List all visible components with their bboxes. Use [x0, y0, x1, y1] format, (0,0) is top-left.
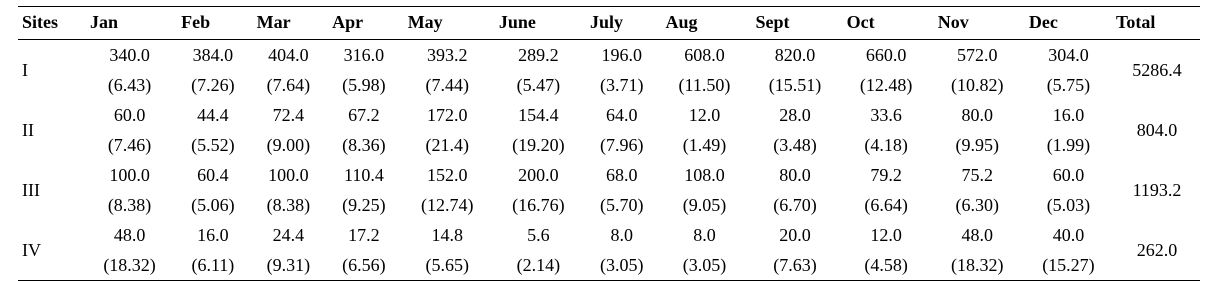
table-row-percent	[18, 70, 1200, 100]
percent-cell: (7.44)	[425, 75, 469, 95]
rainfall-value-cell: 152.0	[427, 165, 468, 185]
percent-cell: (7.46)	[107, 135, 152, 155]
percent-cell: (15.51)	[768, 75, 822, 95]
percent-cell: (4.18)	[864, 135, 908, 155]
percent-cell: (5.47)	[516, 75, 561, 95]
percent-cell: (6.43)	[107, 75, 152, 95]
rainfall-table	[18, 6, 1200, 281]
header-total: Total	[1116, 11, 1156, 32]
percent-cell: (5.03)	[1046, 195, 1091, 215]
percent-cell: (1.49)	[682, 135, 727, 155]
percent-cell: (6.30)	[955, 195, 1000, 215]
percent-cell: (6.56)	[342, 255, 386, 275]
rainfall-value-cell: 12.0	[688, 105, 721, 125]
percent-cell: (9.25)	[342, 195, 386, 215]
rainfall-value-cell: 48.0	[961, 225, 994, 245]
rainfall-value-cell: 384.0	[192, 45, 234, 65]
rainfall-value-cell: 67.2	[348, 105, 380, 125]
percent-cell: (9.05)	[682, 195, 727, 215]
rainfall-value-cell: 16.0	[1052, 105, 1085, 125]
site-label: III	[22, 180, 40, 200]
rainfall-value-cell: 154.4	[518, 105, 559, 125]
header-june: June	[498, 11, 536, 32]
rainfall-value-cell: 660.0	[865, 45, 907, 65]
rainfall-value-cell: 72.4	[272, 105, 305, 125]
header-nov: Nov	[937, 11, 969, 32]
rainfall-value-cell: 40.0	[1052, 225, 1085, 245]
percent-cell: (18.32)	[951, 255, 1004, 275]
percent-cell: (12.74)	[421, 195, 474, 215]
rainfall-value-cell: 8.0	[693, 225, 716, 245]
percent-cell: (6.70)	[773, 195, 817, 215]
rainfall-value-cell: 48.0	[113, 225, 146, 245]
header-sites: Sites	[22, 11, 58, 32]
rainfall-value-cell: 393.2	[427, 45, 468, 65]
percent-cell: (8.38)	[107, 195, 152, 215]
site-label: I	[22, 60, 28, 80]
percent-cell: (16.76)	[512, 195, 565, 215]
rainfall-value-cell: 75.2	[961, 165, 994, 185]
rainfall-value-cell: 14.8	[431, 225, 463, 245]
rainfall-value-cell: 28.0	[779, 105, 811, 125]
header-july: July	[589, 11, 623, 32]
rainfall-value-cell: 316.0	[343, 45, 385, 65]
rainfall-value-cell: 79.2	[870, 165, 902, 185]
rainfall-value-cell: 8.0	[610, 225, 633, 245]
rainfall-value-cell: 60.0	[1052, 165, 1085, 185]
header-aug: Aug	[665, 11, 698, 32]
percent-cell: (15.27)	[1042, 255, 1095, 275]
percent-cell: (5.75)	[1046, 75, 1091, 95]
rainfall-value-cell: 108.0	[684, 165, 725, 185]
rainfall-value-cell: 572.0	[957, 45, 998, 65]
percent-cell: (6.11)	[191, 255, 235, 275]
rainfall-value-cell: 44.4	[197, 105, 229, 125]
table-row	[18, 40, 1200, 71]
site-label: II	[22, 120, 34, 140]
rainfall-value-cell: 110.4	[344, 165, 384, 185]
rainfall-value-cell: 33.6	[870, 105, 902, 125]
table-row-percent	[18, 190, 1200, 220]
rainfall-value-cell: 340.0	[109, 45, 150, 65]
header-feb: Feb	[181, 11, 211, 32]
percent-cell: (11.50)	[678, 75, 731, 95]
rainfall-value-cell: 608.0	[684, 45, 725, 65]
rainfall-value-cell: 200.0	[518, 165, 559, 185]
percent-cell: (4.58)	[864, 255, 908, 275]
table-body	[18, 40, 1200, 281]
percent-cell: (7.63)	[773, 255, 817, 275]
table-row	[18, 160, 1200, 190]
rainfall-value-cell: 80.0	[961, 105, 994, 125]
header-mar: Mar	[256, 11, 291, 32]
total-cell: 5286.4	[1132, 60, 1182, 80]
percent-cell: (6.64)	[864, 195, 908, 215]
rainfall-value-cell: 304.0	[1048, 45, 1089, 65]
table-row-percent	[18, 250, 1200, 281]
rainfall-value-cell: 60.4	[197, 165, 229, 185]
header-row	[18, 7, 1200, 40]
rainfall-value-cell: 172.0	[427, 105, 468, 125]
rainfall-value-cell: 20.0	[779, 225, 811, 245]
percent-cell: (3.05)	[599, 255, 644, 275]
table-row-percent	[18, 130, 1200, 160]
header-jan: Jan	[90, 11, 119, 32]
rainfall-value-cell: 17.2	[348, 225, 380, 245]
header-dec: Dec	[1028, 11, 1058, 32]
percent-cell: (5.98)	[342, 75, 386, 95]
table-row	[18, 220, 1200, 250]
header-may: May	[407, 11, 443, 32]
percent-cell: (7.64)	[266, 75, 311, 95]
percent-cell: (8.38)	[266, 195, 311, 215]
rainfall-value-cell: 100.0	[268, 165, 309, 185]
rainfall-value-cell: 5.6	[527, 225, 550, 245]
percent-cell: (9.00)	[266, 135, 311, 155]
rainfall-value-cell: 16.0	[197, 225, 229, 245]
percent-cell: (5.70)	[599, 195, 644, 215]
percent-cell: (18.32)	[103, 255, 156, 275]
table-row	[18, 100, 1200, 130]
percent-cell: (9.95)	[955, 135, 1000, 155]
percent-cell: (12.48)	[859, 75, 913, 95]
percent-cell: (1.99)	[1046, 135, 1091, 155]
rainfall-value-cell: 289.2	[518, 45, 559, 65]
percent-cell: (3.05)	[682, 255, 727, 275]
rainfall-value-cell: 404.0	[268, 45, 309, 65]
percent-cell: (5.65)	[425, 255, 469, 275]
rainfall-value-cell: 100.0	[109, 165, 150, 185]
percent-cell: (5.06)	[191, 195, 235, 215]
percent-cell: (8.36)	[342, 135, 386, 155]
rainfall-value-cell: 196.0	[601, 45, 642, 65]
header-sept: Sept	[755, 11, 790, 32]
percent-cell: (10.82)	[951, 75, 1004, 95]
rainfall-value-cell: 80.0	[779, 165, 811, 185]
percent-cell: (21.4)	[425, 135, 469, 155]
percent-cell: (5.52)	[191, 135, 235, 155]
total-cell: 804.0	[1136, 120, 1178, 140]
rainfall-value-cell: 60.0	[113, 105, 146, 125]
header-oct: Oct	[846, 11, 875, 32]
percent-cell: (7.96)	[599, 135, 644, 155]
rainfall-value-cell: 24.4	[272, 225, 305, 245]
total-cell: 1193.2	[1132, 180, 1182, 200]
percent-cell: (7.26)	[191, 75, 235, 95]
percent-cell: (3.48)	[773, 135, 817, 155]
percent-cell: (19.20)	[512, 135, 565, 155]
percent-cell: (9.31)	[266, 255, 311, 275]
rainfall-value-cell: 64.0	[605, 105, 638, 125]
header-apr: Apr	[332, 11, 364, 32]
total-cell: 262.0	[1136, 240, 1178, 260]
site-label: IV	[22, 240, 41, 260]
rainfall-value-cell: 68.0	[605, 165, 638, 185]
percent-cell: (3.71)	[599, 75, 644, 95]
rainfall-value-cell: 820.0	[774, 45, 816, 65]
percent-cell: (2.14)	[516, 255, 561, 275]
rainfall-value-cell: 12.0	[870, 225, 902, 245]
